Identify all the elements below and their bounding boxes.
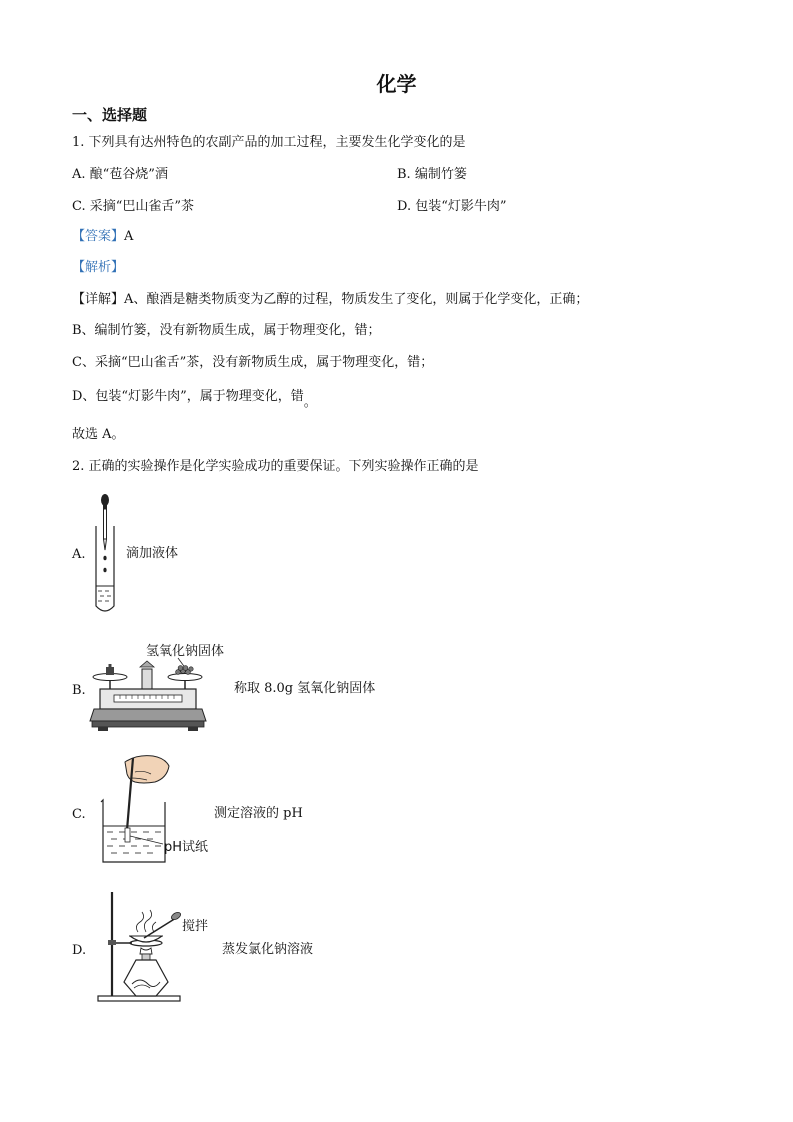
balance-figure-label: 氢氧化钠固体 bbox=[146, 644, 225, 659]
q2-option-b-letter: B. bbox=[72, 683, 86, 698]
q2-option-d-text: 蒸发氯化钠溶液 bbox=[222, 942, 314, 957]
detail-d-end: 。 bbox=[303, 395, 317, 410]
ph-test-illustration bbox=[95, 752, 175, 867]
answer-line bbox=[72, 228, 133, 246]
ph-paper-label: pH试纸 bbox=[164, 840, 209, 855]
detail-line-a bbox=[72, 291, 588, 309]
q1-option-c: C. 采摘“巴山雀舌”茶 bbox=[72, 199, 195, 214]
q2-option-d-letter: D. bbox=[72, 943, 87, 958]
answer-value: A bbox=[124, 229, 134, 244]
answer-tag: 【答案】 bbox=[72, 229, 125, 244]
detail-a-text: A、酿酒是糖类物质变为乙醇的过程，物质发生了变化，则属于化学变化，正确； bbox=[124, 292, 589, 307]
q1-option-a: A. 酿“苞谷烧”酒 bbox=[72, 167, 168, 182]
balance-scale-illustration bbox=[90, 655, 210, 735]
q2-option-a-letter: A. bbox=[72, 547, 86, 562]
detail-tag: 【详解】 bbox=[72, 292, 125, 307]
question-1-stem: 1. 下列具有达州特色的农副产品的加工过程，主要发生化学变化的是 bbox=[72, 135, 466, 150]
evaporation-illustration bbox=[96, 890, 186, 1005]
detail-line-c: C、采摘“巴山雀舌”茶，没有新物质生成，属于物理变化，错； bbox=[72, 355, 434, 370]
q1-option-d: D. 包装“灯影牛肉” bbox=[397, 199, 507, 214]
q2-option-a-text: 滴加液体 bbox=[126, 546, 179, 561]
q2-option-b-text: 称取 8.0g 氢氧化钠固体 bbox=[234, 681, 376, 696]
detail-line-b: B、编制竹篓，没有新物质生成，属于物理变化，错； bbox=[72, 323, 381, 338]
question-2-stem: 2. 正确的实验操作是化学实验成功的重要保证。下列实验操作正确的是 bbox=[72, 459, 479, 474]
q1-option-b: B. 编制竹篓 bbox=[397, 167, 467, 182]
detail-line-d bbox=[72, 388, 317, 410]
q2-option-c-letter: C. bbox=[72, 807, 86, 822]
analysis-tag: 【解析】 bbox=[72, 260, 125, 275]
stir-label: 搅拌 bbox=[182, 919, 209, 934]
detail-d-text: D、包装“灯影牛肉”，属于物理变化，错 bbox=[72, 389, 304, 404]
conclusion: 故选 A。 bbox=[72, 427, 125, 442]
dropper-test-tube-illustration bbox=[90, 490, 130, 615]
q2-option-c-text: 测定溶液的 pH bbox=[214, 806, 303, 821]
page-title: 化学 bbox=[376, 72, 417, 96]
section-heading: 一、选择题 bbox=[72, 106, 148, 124]
